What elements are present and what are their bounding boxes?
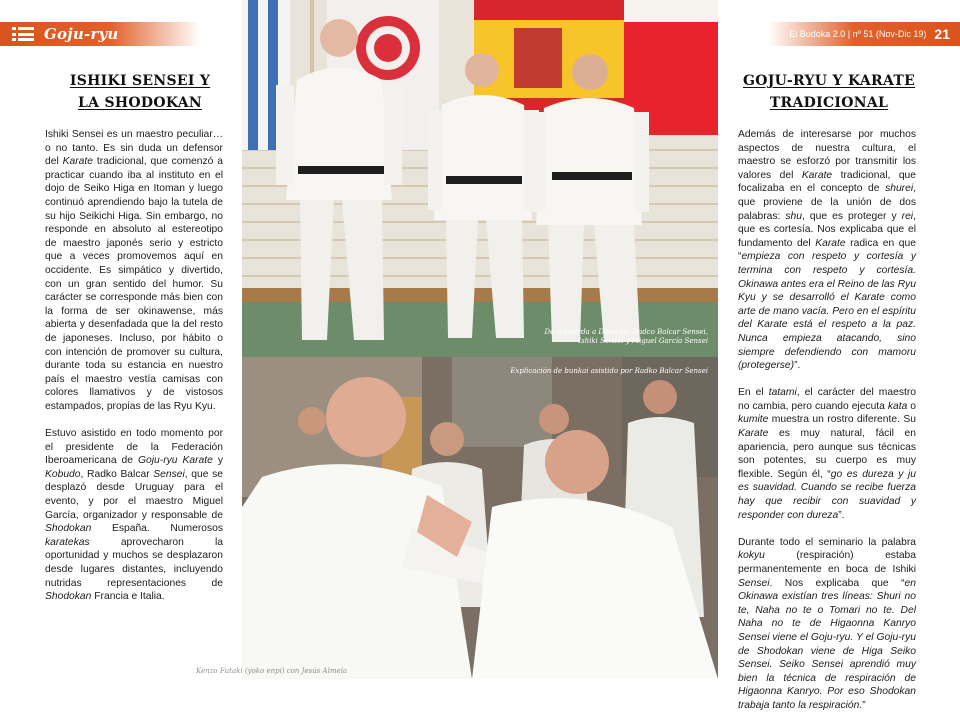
- group-photo-illustration: [242, 0, 718, 357]
- text-run: Estuvo asistido en todo momento por el presidente de la Federación Iberoamericana de: [45, 428, 223, 467]
- page-number: 21: [934, 26, 950, 42]
- text-run: ”.: [794, 360, 801, 372]
- text-run: tradicional, que comenzó a practicar cuando iba al instituto en el dojo de Seiko Higa en Itoman y luego continuó aprendiendo bajo la tutela de su hijo Seikichi Higa. Sin embargo, no responde en absoluto al estereotipo de maestro japonés serio y estricto que a veces promovemos aquí en occidente. Es simpático y divertido, con un gran sentido del humor. Su carácter se corresponde más bien con la forma de ser okinawense, más abierta y desenfadada que la del resto de japoneses. Incluso, por hábito o con intención de promover su cultura, durante toda su estancia en nuestro país el maestro vestía camisas con colores llamativos y de vistosos estampados, propias de las Ryu Kyu.: [45, 156, 223, 412]
- italic-text-run: en Okinawa existían tres líneas: Shuri no te, Naha no te o Tomari no te. Del Naha no te de Higaonna Kanryo Sensei viene el Goju-ryu. Y el Goju-ryu de Shodokan viene de Higa Seiko Sensei. Seiko Sensei aprendió muy bien la técnica de respiración de Higaonna Kanryo. Por eso Shodokan trabaja tanto la respiración.: [738, 577, 916, 711]
- italic-text-run: tatami: [768, 387, 797, 399]
- italic-text-run: kumite: [738, 414, 769, 426]
- magazine-issue-info: El Budoka 2.0 | nº 51 (Nov-Dic 19): [789, 29, 927, 39]
- text-run: Además de interesarse por muchos aspectos de nuestra cultura, el maestro se esforzó por transmitir los valores del: [738, 129, 916, 181]
- italic-text-run: Karate: [738, 428, 769, 440]
- bottom-photo-caption: Explicación de bunkai asistido por Radko Balcar Sensei: [510, 367, 708, 375]
- right-article-heading: [724, 70, 934, 114]
- text-run: España. Numerosos: [91, 523, 223, 535]
- italic-text-run: shurei: [885, 183, 914, 195]
- italic-text-run: rei: [901, 210, 914, 222]
- text-run: , el carácter del maestro no cambia, pero cuando ejecuta: [738, 387, 916, 412]
- italic-text-run: empieza con respeto y cortesía y termina con respeto y cortesía. Okinawa antes era el Reino de las Ryu Kyu y se desarrolló el Karate como arte de mano vacía. Pero en el espíritu del Karate está el respeto a la paz. Nunca empieza atacando, sino siempre defendiendo con mamoru (protegerse): [738, 251, 917, 372]
- text-run: (respiración) estaba permanentemente en boca de Ishiki: [738, 550, 916, 575]
- text-run: . Nos explicaba que “: [769, 577, 905, 589]
- text-run: En el: [738, 387, 769, 399]
- left-heading-line-2: LA SHODOKAN: [74, 95, 206, 111]
- italic-text-run: go es dureza y ju es suavidad. Cuando se recibe fuerza hay que recibir con suavidad y responder con dureza: [738, 468, 916, 521]
- text-run: Ishiki Sensei es un maestro peculiar… o no tanto. Es sin duda un defensor del: [45, 129, 223, 168]
- text-run: , que proviene de la unión de dos palabras:: [738, 183, 916, 222]
- top-caption-line-2: Ishiki Sensei y Miguel García Sensei: [578, 337, 708, 345]
- italic-text-run: shu: [785, 210, 803, 222]
- top-caption-line-1: De izquierda a Derecha, Radco Balcar Sensei,: [544, 328, 708, 336]
- right-article-body: [738, 128, 916, 726]
- italic-text-run: Karate: [62, 156, 93, 168]
- italic-text-run: Kobudo: [45, 468, 81, 480]
- italic-text-run: Karate: [815, 237, 846, 249]
- text-run: , Radko Balcar: [80, 468, 154, 480]
- right-paragraph-1: [738, 128, 916, 373]
- left-article-body: [45, 128, 223, 617]
- italic-text-run: Goju-ryu Karate: [138, 455, 213, 467]
- right-paragraph-2: [738, 386, 916, 522]
- group-photo-top: [242, 0, 718, 357]
- text-run: tradicional, que focalizaba en el concepto de: [738, 169, 917, 195]
- magazine-header: [768, 22, 960, 46]
- left-article-heading: [40, 70, 240, 114]
- text-run: , que es proteger y: [802, 210, 902, 222]
- right-heading-line-2: TRADICIONAL: [766, 95, 892, 111]
- section-header: [0, 22, 200, 46]
- left-heading-line-1: ISHIKI SENSEI Y: [66, 73, 214, 89]
- left-paragraph-1: [45, 128, 223, 413]
- text-run: Francia e Italia.: [91, 591, 165, 603]
- text-run: ”.: [838, 509, 845, 521]
- text-run: es muy natural, fácil en apariencia, pero aunque sus técnicas son potentes, su cuerpo es muy flexible. Según él, “: [738, 428, 916, 480]
- menu-icon[interactable]: [12, 27, 34, 41]
- text-run: ”: [862, 699, 866, 711]
- text-run: muestra un rostro diferente. Su: [768, 414, 916, 426]
- text-run: Durante todo el seminario la palabra: [738, 536, 916, 548]
- bottom-photo-credit: Kenzo Futaki (yoko enpi) con Jesús Almela: [196, 667, 348, 675]
- text-run: aprovecharon la oportunidad y muchos se desplazaron desde lugares distantes, incluyendo nutridas representaciones de: [45, 536, 223, 589]
- bunkai-photo-bottom: [196, 357, 718, 679]
- italic-text-run: Karate: [801, 169, 833, 181]
- text-run: , que se desplazó desde Uruguay para el evento, y por el maestro Miguel García, organizador y responsable de: [45, 468, 223, 521]
- italic-text-run: Sensei: [738, 577, 770, 589]
- italic-text-run: karatekas: [45, 536, 90, 548]
- text-run: radica en que “: [738, 237, 916, 263]
- italic-text-run: kata: [887, 400, 908, 412]
- italic-text-run: Sensei: [153, 468, 185, 480]
- right-heading-line-1: GOJU-RYU Y KARATE: [739, 73, 919, 89]
- right-paragraph-3: [738, 536, 916, 713]
- text-run: , que es cortesía. Nos explicaba que el fundamento del: [738, 210, 916, 249]
- bunkai-photo-illustration: [242, 357, 718, 679]
- italic-text-run: Shodokan: [45, 523, 92, 535]
- italic-text-run: kokyu: [738, 550, 765, 562]
- italic-text-run: Shodokan: [45, 591, 92, 603]
- top-photo-caption: [508, 328, 708, 346]
- section-title: Goju-ryu: [44, 25, 119, 43]
- text-run: o: [907, 400, 917, 412]
- left-paragraph-2: [45, 427, 223, 604]
- text-run: y: [212, 455, 223, 467]
